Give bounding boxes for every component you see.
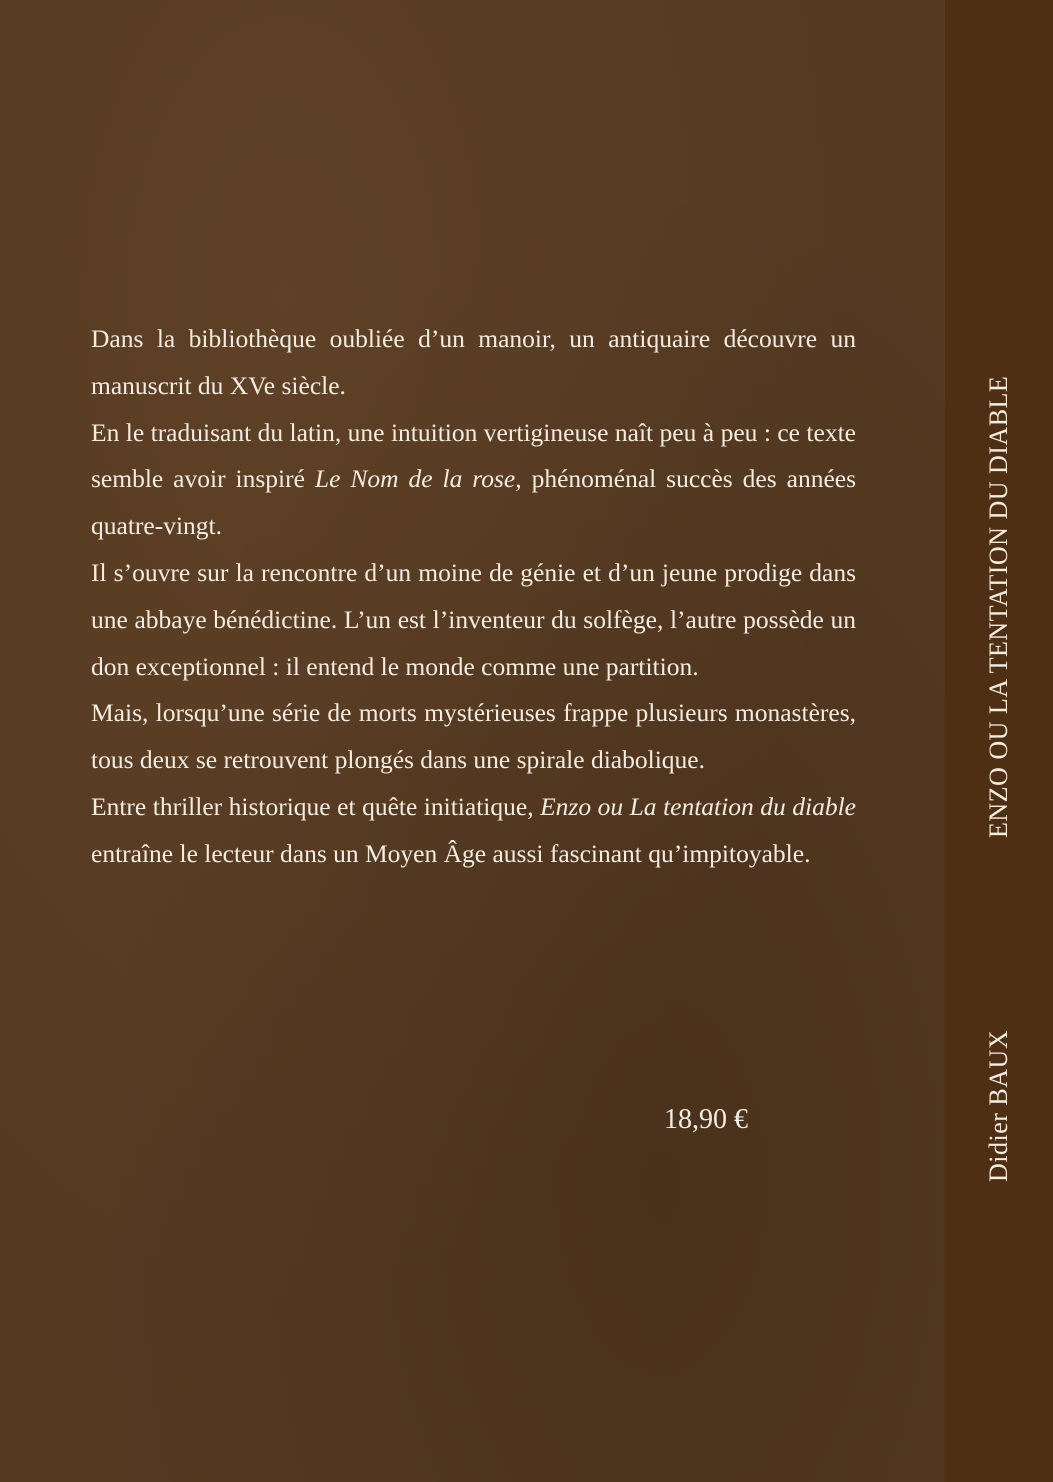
blurb-book-title: Enzo ou La tentation du diable [540,791,856,821]
blurb-book-reference: Le Nom de la rose [314,464,516,494]
blurb-paragraph-5-start: Entre thriller historique et quête initiatique, [91,791,541,821]
blurb-paragraph-2-end: , phénoménal succès des années quatre-vingt. [91,464,857,541]
blurb-paragraph-1: Dans la bibliothèque oubliée d’un manoir, un antiquaire découvre un manuscrit du XVe siècle. [91,324,856,400]
blurb-paragraph-4: Mais, lorsqu’une série de morts mystérieuses frappe plusieurs monastères, tous deux se retrouvent plongés dans une spirale diabolique. [91,698,856,775]
spine-author: Didier BAUX [984,1029,1013,1182]
price: 18,90 € [664,1104,748,1135]
blurb [91,316,856,878]
blurb-paragraph-5 [91,784,856,878]
blurb-paragraph-5-end: entraîne le lecteur dans un Moyen Âge aussi fascinant qu’impitoyable. [91,838,811,868]
blurb-paragraph-2-start: En le traduisant du latin, une intuition vertigineuse naît peu à peu : ce texte semble avoir inspiré [91,417,856,494]
blurb-paragraph-2 [91,410,856,550]
spine-title: ENZO OU LA TENTATION DU DIABLE [984,375,1013,838]
blurb-paragraph-3: Il s’ouvre sur la rencontre d’un moine de génie et d’un jeune prodige dans une abbaye bénédictine. L’un est l’inventeur du solfège, l’autre possède un don exceptionnel : il entend le monde comme une partition. [91,557,856,681]
